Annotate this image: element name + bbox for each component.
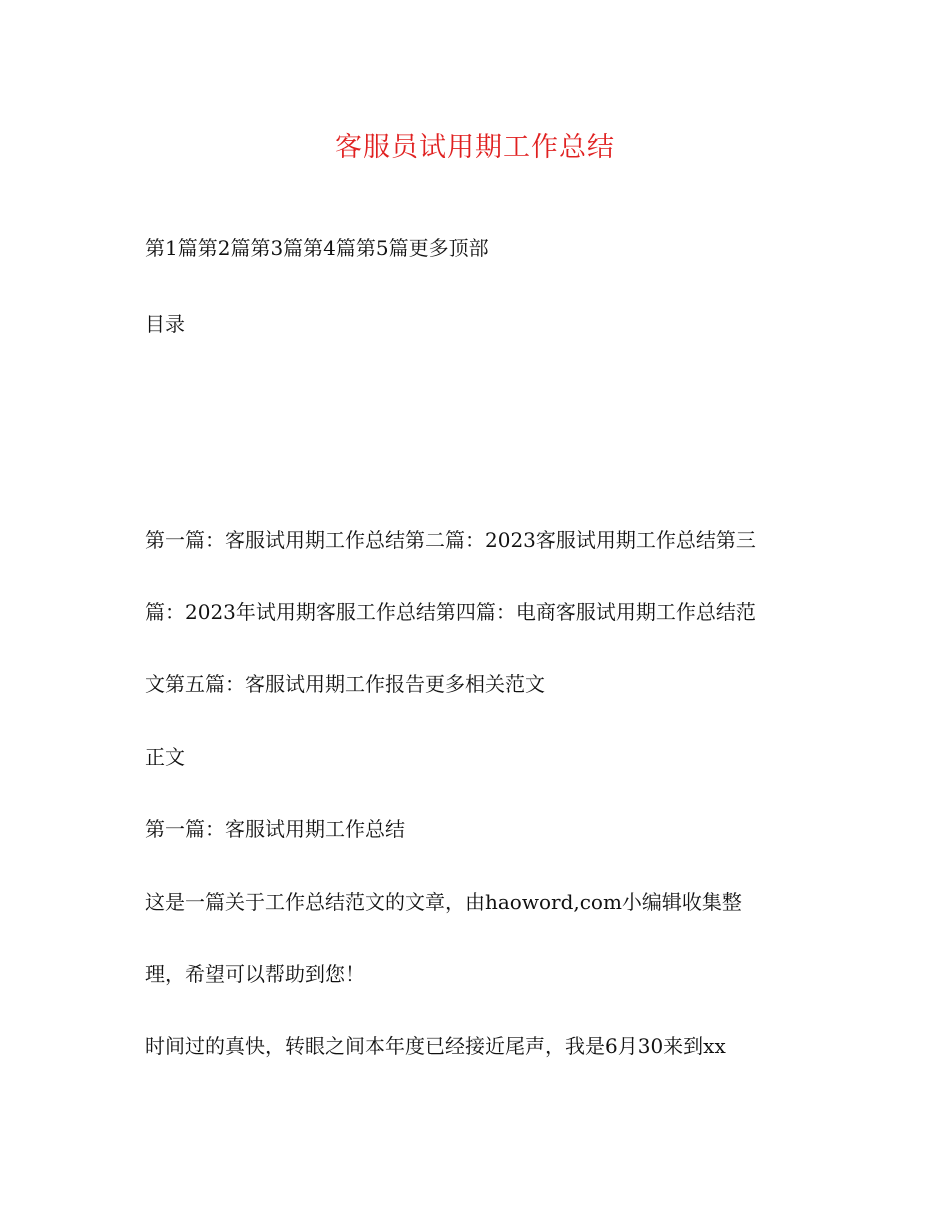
paragraph-line-3: 时间过的真快，转眼之间本年度已经接近尾声，我是6月30来到xx [145, 1034, 726, 1058]
toc-heading: 目录 [145, 312, 185, 336]
body-heading: 正文 [145, 745, 185, 769]
toc-line-3[interactable]: 文第五篇：客服试用期工作报告更多相关范文 [145, 672, 545, 696]
paragraph-line-1: 这是一篇关于工作总结范文的文章，由haoword,com小编辑收集整 [145, 890, 742, 914]
section-heading: 第一篇：客服试用期工作总结 [145, 817, 405, 841]
paragraph-line-2: 理，希望可以帮助到您！ [145, 962, 365, 986]
document-title: 客服员试用期工作总结 [335, 132, 615, 163]
toc-line-2[interactable]: 篇：2023年试用期客服工作总结第四篇：电商客服试用期工作总结范 [145, 600, 756, 624]
toc-line-1[interactable]: 第一篇：客服试用期工作总结第二篇：2023客服试用期工作总结第三 [145, 528, 756, 552]
section-nav-links[interactable]: 第1篇第2篇第3篇第4篇第5篇更多顶部 [145, 236, 489, 260]
